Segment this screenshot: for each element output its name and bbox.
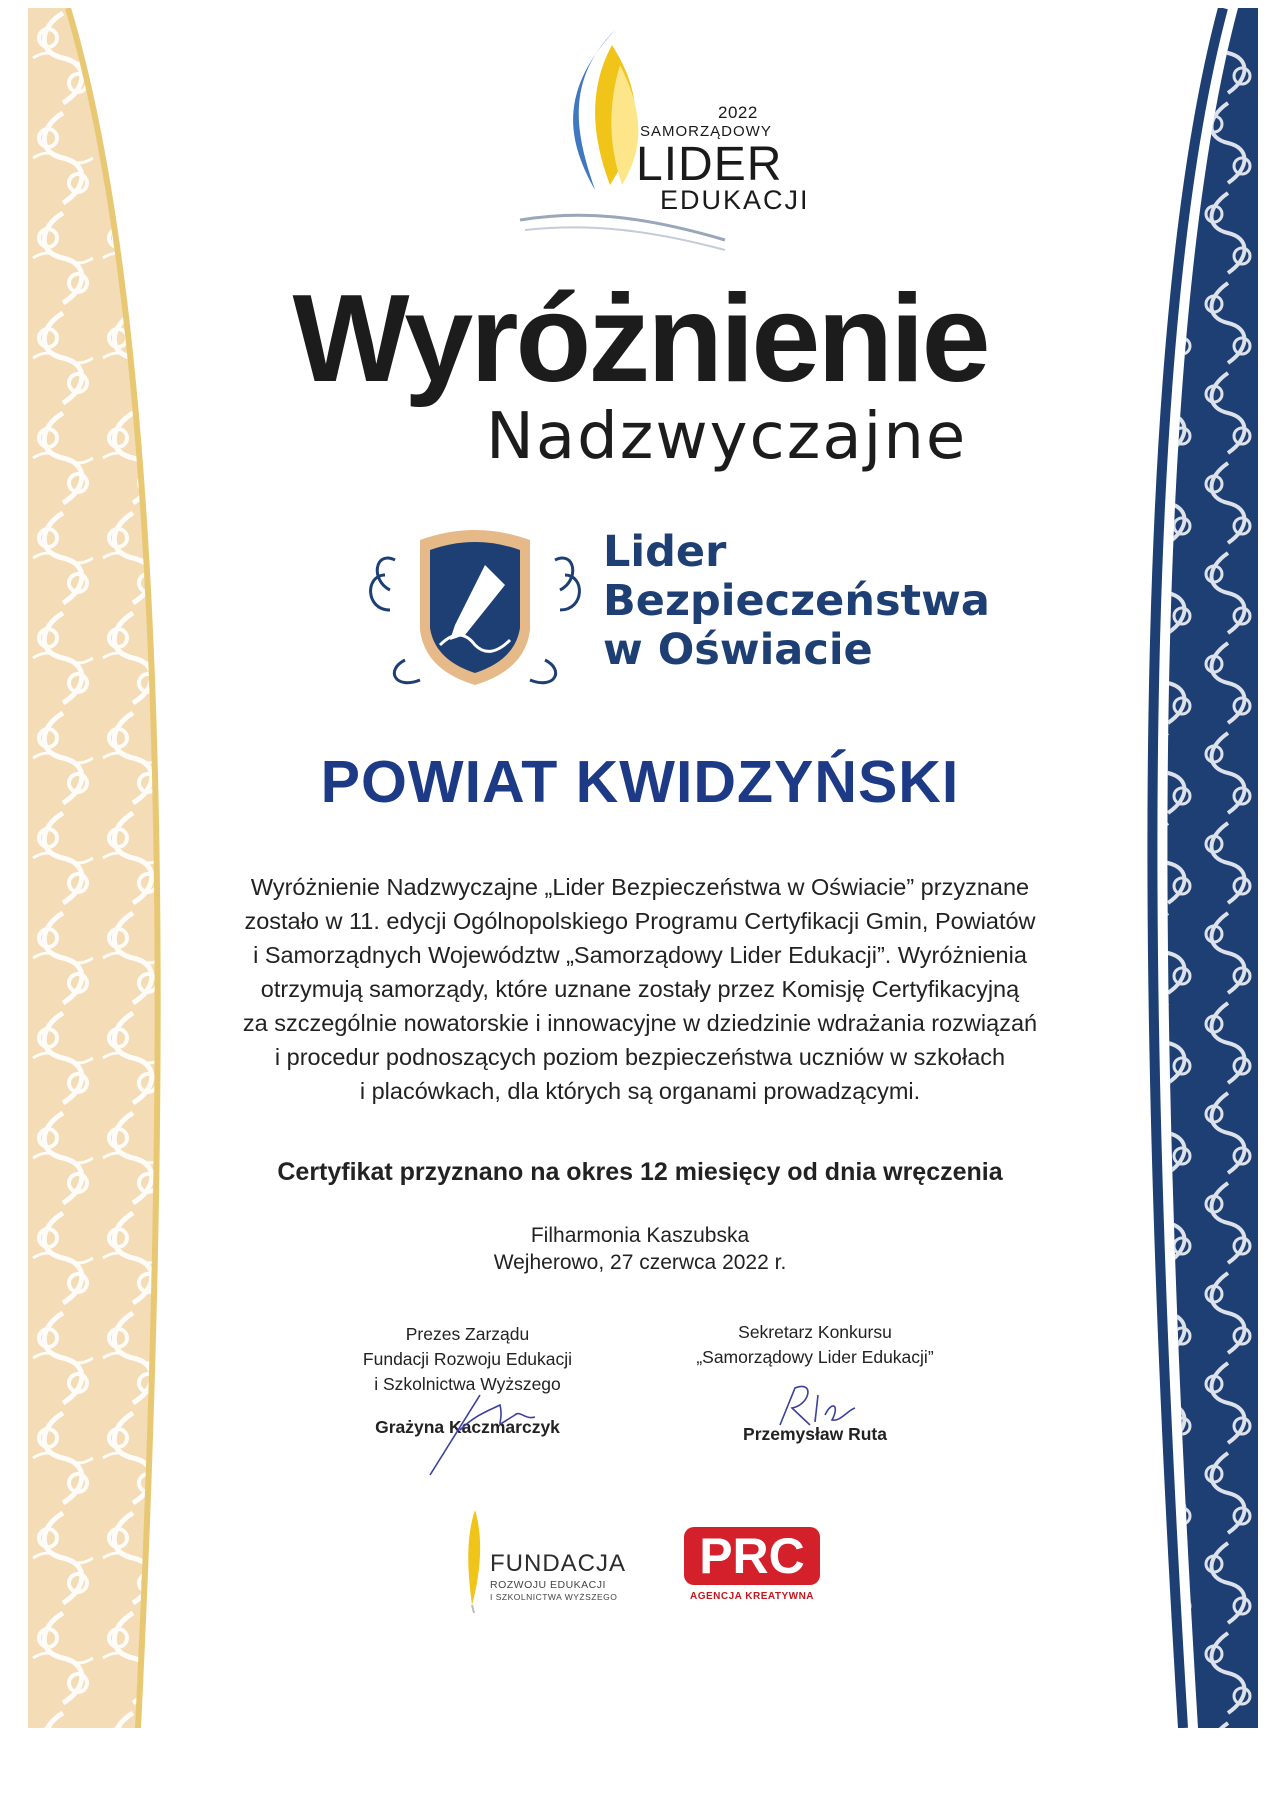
- fundacja-line-1: FUNDACJA: [490, 1550, 627, 1577]
- recipient-name: POWIAT KWIDZYŃSKI: [320, 749, 960, 815]
- badge-line-1: Lider: [603, 527, 727, 577]
- shield-pen-crest-icon: [365, 520, 585, 690]
- badge-line-2: Bezpieczeństwa: [603, 576, 990, 626]
- signer-role: Prezes Zarządu: [405, 1324, 530, 1344]
- left-ornamental-border: [28, 8, 163, 1728]
- fundacja-line-2: ROZWOJU EDUKACJI: [490, 1579, 606, 1591]
- description-line: i Samorządnych Województw „Samorządowy Lider Edukacji”. Wyróżnienia: [253, 942, 1027, 968]
- award-subtitle: Nadzwyczajne: [486, 400, 968, 474]
- signer-role: Sekretarz Konkursu: [738, 1322, 892, 1342]
- logo-line-1: SAMORZĄDOWY: [640, 123, 772, 140]
- prc-logo: [682, 1525, 822, 1605]
- prc-tagline: AGENCJA KREATYWNA: [689, 1591, 815, 1602]
- signer-role: i Szkolnictwa Wyższego: [374, 1374, 561, 1394]
- badge-line-3: w Oświacie: [603, 625, 873, 675]
- logo-line-3: EDUKACJI: [660, 185, 810, 215]
- date: Wejherowo, 27 czerwca 2022 r.: [493, 1251, 787, 1274]
- certificate-validity: Certyfikat przyznano na okres 12 miesięcy od dnia wręczenia: [277, 1158, 1003, 1186]
- description-line: zostało w 11. edycji Ogólnopolskiego Programu Certyfikacji Gmin, Powiatów: [244, 908, 1036, 934]
- signer-role: Fundacji Rozwoju Edukacji: [362, 1349, 573, 1369]
- signer-name: Przemysław Ruta: [743, 1424, 887, 1444]
- venue: Filharmonia Kaszubska: [530, 1224, 750, 1247]
- flame-icon: [460, 1505, 490, 1615]
- handwritten-signature-right: [770, 1380, 860, 1430]
- description-line: za szczególnie nowatorskie i innowacyjne w dziedzinie wdrażania rozwiązań: [242, 1010, 1038, 1036]
- award-title: Wyróżnienie: [292, 270, 988, 408]
- signer-role: „Samorządowy Lider Edukacji”: [696, 1347, 934, 1367]
- award-description: [200, 870, 1080, 1108]
- fundacja-line-3: I SZKOLNICTWA WYŻSZEGO: [490, 1592, 618, 1602]
- handwritten-signature-left: [420, 1385, 540, 1480]
- signer-name: Grażyna Kaczmarczyk: [375, 1417, 560, 1437]
- description-line: Wyróżnienie Nadzwyczajne „Lider Bezpieczeństwa w Oświacie” przyznane: [250, 874, 1030, 900]
- samorzadowy-lider-edukacji-logo: [500, 25, 810, 265]
- prc-logo-text: PRC: [699, 1528, 805, 1584]
- logo-year: 2022: [718, 103, 758, 122]
- fundacja-logo: [460, 1505, 640, 1615]
- logo-line-2: LIDER: [636, 138, 783, 191]
- description-line: otrzymują samorządy, które uznane zostały przez Komisję Certyfikacyjną: [260, 976, 1020, 1002]
- ceremony-place: [0, 1222, 1280, 1276]
- prc-wordmark-icon: [682, 1525, 822, 1587]
- right-ornamental-border: [1138, 8, 1258, 1728]
- description-line: i procedur podnoszących poziom bezpieczeństwa uczniów w szkołach: [274, 1044, 1006, 1070]
- description-line: i placówkach, dla których są organami prowadzącymi.: [359, 1078, 921, 1104]
- award-badge-text: [603, 528, 990, 675]
